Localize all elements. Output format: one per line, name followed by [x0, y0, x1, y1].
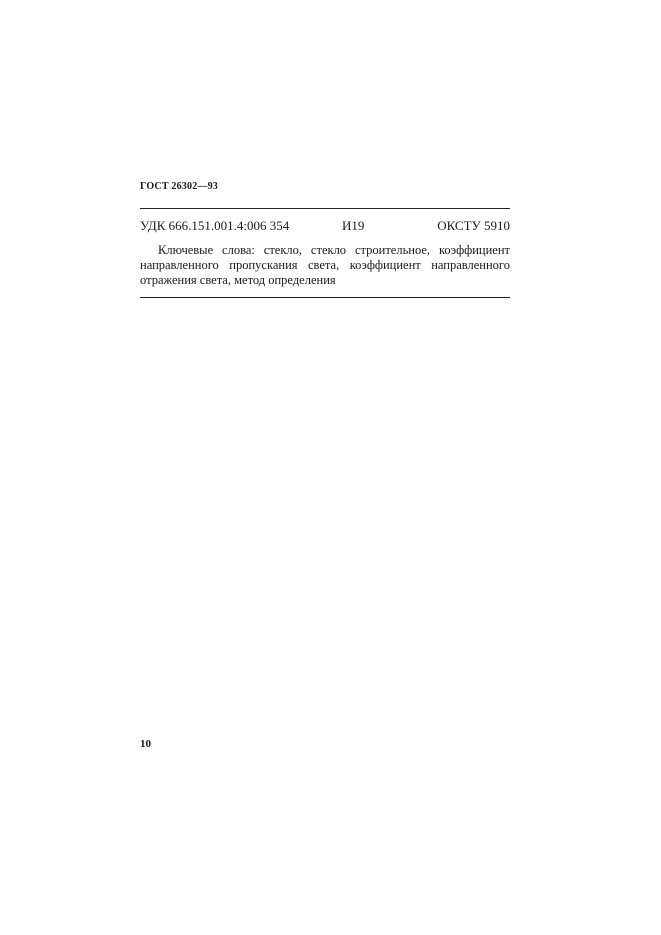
index-code: И19: [342, 218, 365, 233]
page-number: 10: [140, 738, 151, 750]
okstu-code: ОКСТУ 5910: [437, 218, 510, 233]
top-rule: [140, 208, 510, 209]
standard-code: ГОСТ 26302—93: [140, 181, 219, 192]
bottom-rule: [140, 297, 510, 298]
keywords-paragraph: Ключевые слова: стекло, стекло строительное, коэффициент направленного пропускания света, коэффициент направленного отражения света, метод определения: [140, 243, 510, 287]
classification-row: [140, 218, 510, 236]
udk-code: УДК 666.151.001.4:006 354: [140, 218, 290, 233]
